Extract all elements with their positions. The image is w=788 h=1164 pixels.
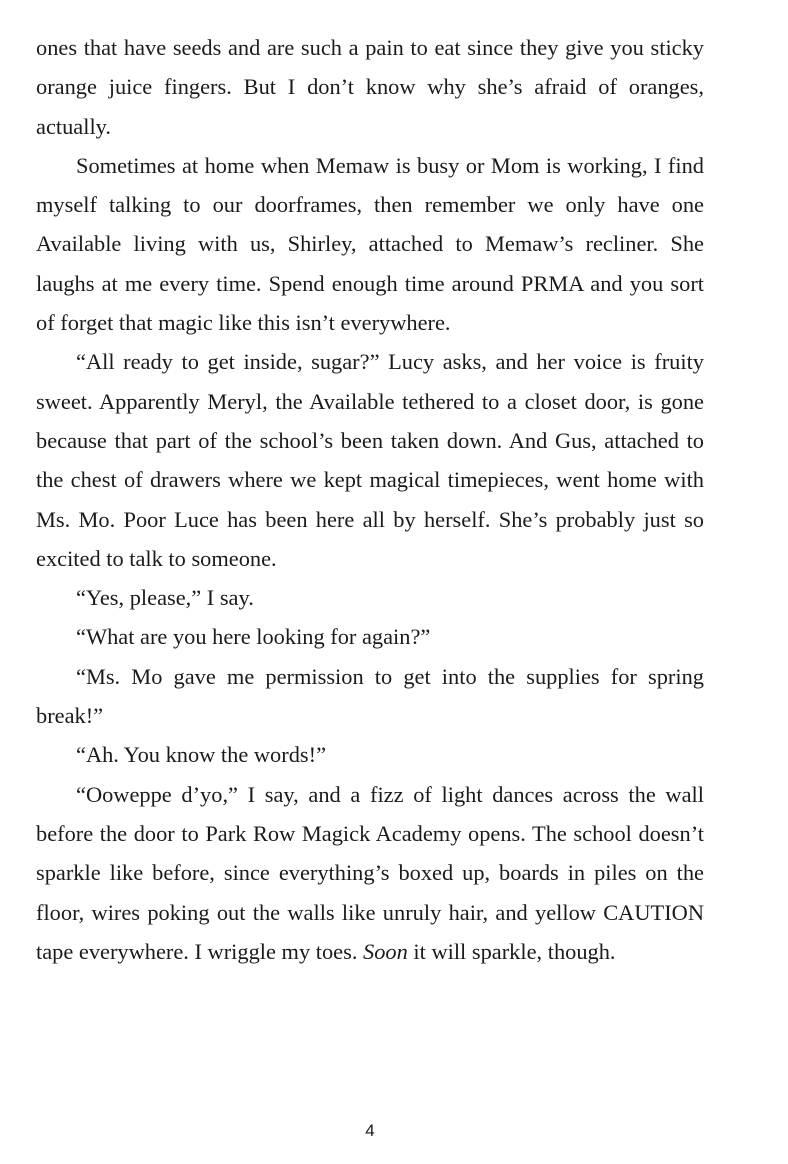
italic-word: Soon bbox=[363, 938, 408, 964]
dialogue-line: “Yes, please,” I say. bbox=[76, 585, 254, 611]
dialogue-line: “What are you here looking for again?” bbox=[76, 624, 431, 650]
text-run: “Ooweppe d’yo,” I say, and a fizz of light dances across the wall before the door to Park Row Magick Academy opens. The school doesn’t sparkle like before, since everything’s boxed up, boards in piles on the floor, wires poking out the walls like unruly hair, and yellow CAUTION tape everywhere. I wriggle my toes. bbox=[36, 781, 704, 964]
dialogue-line: “Ms. Mo gave me permission to get into the supplies for spring break!” bbox=[36, 663, 704, 729]
page-number: 4 bbox=[365, 1121, 375, 1140]
paragraph: Sometimes at home when Memaw is busy or Mom is working, I find myself talking to our doorframes, then remember we only have one Available living with us, Shirley, attached to Memaw’s recliner. She laughs at me every time. Spend enough time around PRMA and you sort of forget that magic like this isn’t everywhere. bbox=[36, 152, 704, 336]
paragraph-continued: ones that have seeds and are such a pain to eat since they give you sticky orange juice fingers. But I don’t know why she’s afraid of oranges, actually. bbox=[36, 35, 704, 139]
paragraph: “All ready to get inside, sugar?” Lucy asks, and her voice is fruity sweet. Apparently Meryl, the Available tethered to a closet door, is gone because that part of the school’s been taken down. And Gus, attached to the chest of drawers where we kept magical timepieces, went home with Ms. Mo. Poor Luce has been here all by herself. She’s probably just so excited to talk to someone. bbox=[36, 349, 704, 571]
book-page-text bbox=[36, 28, 704, 971]
dialogue-line: “Ah. You know the words!” bbox=[76, 742, 327, 768]
text-run: it will sparkle, though. bbox=[407, 938, 616, 964]
paragraph-final bbox=[36, 775, 704, 971]
